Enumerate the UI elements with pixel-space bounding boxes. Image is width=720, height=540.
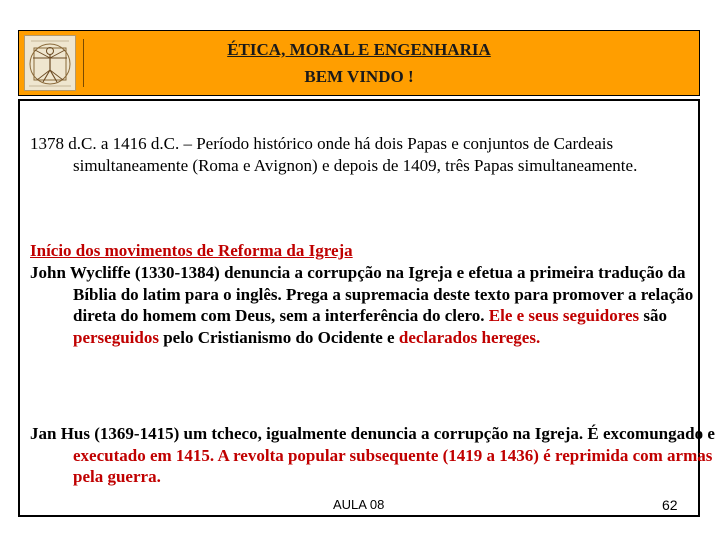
title-banner	[18, 30, 700, 96]
intro-paragraph: 1378 d.C. a 1416 d.C. – Período histórico onde há dois Papas e conjuntos de Cardeais simultaneamente (Roma e Avignon) e depois de 1409, três Papas simultaneamente.	[30, 134, 638, 175]
hus-highlight-1: executado em 1415. A revolta popular subsequente (1419 a 1436) é reprimida com armas pela guerra.	[73, 445, 713, 486]
hus-text-1: (1369-1415) um tcheco, igualmente denuncia a corrupção na Igreja. É excomungado e	[90, 424, 715, 443]
course-label: AULA 08	[333, 497, 385, 512]
wycliffe-text-2: são	[639, 306, 667, 325]
page-title: ÉTICA, MORAL E ENGENHARIA	[227, 40, 491, 59]
wycliffe-name: John Wycliffe	[30, 263, 131, 282]
wycliffe-paragraph	[30, 262, 720, 348]
wycliffe-highlight-3: declarados hereges.	[398, 327, 541, 347]
page-subtitle: BEM VINDO !	[304, 67, 414, 86]
hus-paragraph	[30, 423, 720, 488]
hus-name: Jan Hus	[30, 424, 90, 443]
section-heading-link[interactable]: Início dos movimentos de Reforma da Igreja	[30, 241, 353, 260]
wycliffe-highlight-2: perseguidos	[73, 327, 159, 347]
wycliffe-text-3: pelo Cristianismo do Ocidente e	[158, 327, 399, 347]
page-number: 62	[662, 497, 678, 513]
section-heading	[30, 240, 720, 262]
wycliffe-highlight-1: Ele e seus seguidores	[488, 306, 640, 325]
wycliffe-text-1: (1330-1384) denuncia a corrupção na Igreja e efetua a primeira tradução da Bíblia do latim para o inglês. Prega a supremacia deste texto para promover a relação direta do homem com Deus, sem a interferência do clero.	[73, 263, 694, 325]
